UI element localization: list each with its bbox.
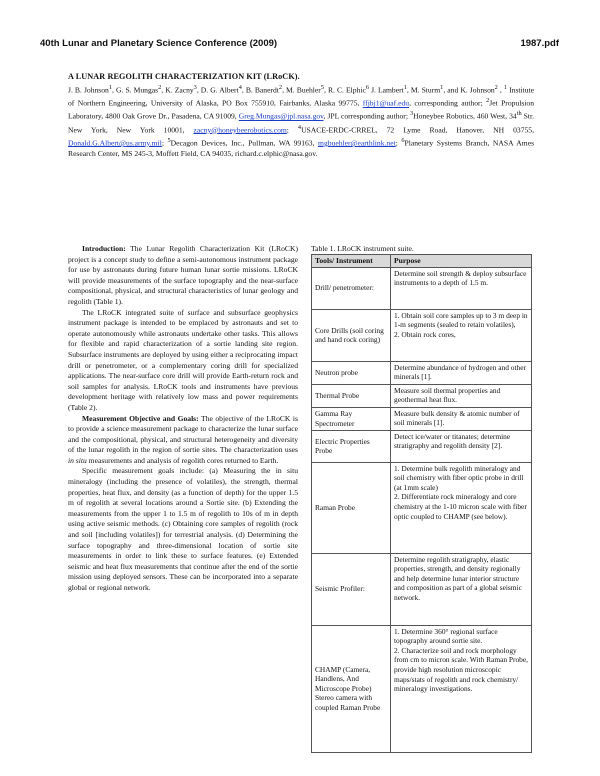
intro-paragraph: Introduction: The Lunar Regolith Characterization Kit (LRoCK) project is a concept study to define a semi-autonomous instrument package for use by astronauts during future human lunar sortie missions. LRoCK will provide measurements of the surface topography and the near-surface compositional, physical, and structural characteristics of lunar geology and regolith (Table 1).: [68, 244, 298, 306]
left-column: [68, 244, 298, 594]
table-row: [312, 625, 532, 752]
purpose-cell: Determine regolith stratigraphy, elastic properties, strength, and density regionally and help determine lunar interior structure and composition as part of a global seismic network.: [391, 553, 532, 625]
email-link-1[interactable]: ffjbj1@uaf.edu: [362, 98, 410, 108]
page-id: 1987.pdf: [520, 38, 559, 49]
email-link-4[interactable]: Donald.G.Albert@us.army.mil: [68, 138, 162, 148]
goals-paragraph: Measurement Objective and Goals: The objective of the LRoCK is to provide a science measurement package to characterize the lunar surface and the compositional, physical, and structural heterogeneity and diversity of the lunar regolith in the region of sortie sites. The characterization uses in situ measurements and analysis of regolith cores returned to Earth.: [68, 413, 298, 465]
tool-cell: Core Drills (soil coring and hand rock coring): [312, 309, 391, 361]
table-caption: Table 1. LRoCK instrument suite.: [311, 244, 414, 253]
goals-heading: Measurement Objective and Goals:: [82, 413, 199, 423]
table-row: [312, 309, 532, 361]
tool-cell: Gamma Ray Spectrometer: [312, 407, 391, 430]
tool-cell: CHAMP (Camera, Handlens, And Microscope Probe) Stereo camera with coupled Raman Probe: [312, 625, 391, 752]
tool-cell: Electric Properties Probe: [312, 430, 391, 462]
instrument-table: [311, 254, 532, 753]
paper-title: A LUNAR REGOLITH CHARACTERIZATION KIT (LRoCK).: [68, 72, 300, 81]
email-link-3[interactable]: zacny@honeybeerobotics.com: [193, 125, 287, 135]
purpose-cell: 1. Determine 360° regional surface topography around sortie site. 2. Characterize soil and rock morphology from cm to micron scale. With Raman Probe, provide high resolution microscopic maps/stats of regolith and rock chemistry/ mineralogy investigations.: [391, 625, 532, 752]
tool-cell: Drill/ penetrometer:: [312, 267, 391, 309]
table-row: [312, 384, 532, 407]
header-purpose: Purpose: [391, 255, 532, 268]
purpose-cell: Detect ice/water or titanates; determine stratigraphy and regolith density [2].: [391, 430, 532, 462]
tool-cell: Seismic Profiler:: [312, 553, 391, 625]
tool-cell: Thermal Probe: [312, 384, 391, 407]
table-row: [312, 361, 532, 384]
intro-paragraph-2: The LRoCK integrated suite of surface and subsurface geophysics instrument package is intended to be emplaced by astronauts and set to operate autonomously while astronauts undertake other tasks. This allows for flexible and rapid characterization of a sortie landing site region. Subsurface instruments are deployed by using either a reciprocating impact drill or penetrometer, or a complementary coring drill for specialized applications. The near-surface core drill will provide Earth-return rock and soil samples for analysis. LRoCK tools and instruments have previous development heritage with relatively low mass and power requirements (Table 2).: [68, 307, 298, 412]
header-tool: Tools/ Instrument: [312, 255, 391, 268]
tool-cell: Raman Probe: [312, 462, 391, 553]
email-link-2[interactable]: Greg.Mungas@jpl.nasa.gov: [238, 112, 324, 121]
author-block: J. B. Johnson$^1$, G. S. Mungas$^2$, K. Zacny$^3$, D. G. Albert$^4$, B. Banerdt$^2$, M. Buehler$^5$, R. C. Elphic$^6$ J. Lambert$^1$, M. Sturm$^1$, and K. Johnson$^2$ , $^1$ Institute of Northern Engineering, University of Alaska, PO Box 755910, Fairbanks, Alaska 99775, ffjbj1@uaf.edu, corresponding author; $^2$Jet Propulsion Laboratory, 4800 Oak Grove Dr., Pasadena, CA 91009, Greg.Mungas@jpl.nasa.gov, JPL corresponding author; $^3$Honeybee Robotics, 460 West, 34th Str. New York, New York 10001, zacny@honeybeerobotics.com; $^4$USACE-ERDC-CRREL, 72 Lyme Road, Hanover, NH 03755, Donald.G.Albert@us.army.mil; $^5$Decagon Devices, Inc., Pullman, WA 99163, mgbuehler@earthlink.net; $^6$Planetary Systems Branch, NASA Ames Research Center, MS 245-3, Moffett Field, CA 94035, richard.c.elphic@nasa.gov.: [68, 84, 535, 159]
intro-heading: Introduction:: [82, 244, 126, 253]
purpose-cell: Determine abundance of hydrogen and other minerals [1].: [391, 361, 532, 384]
purpose-cell: 1. Determine bulk regolith mineralogy and soil chemistry with fiber optic probe in drill (at 1mm scale) 2. Differentiate rock mineralogy and core chemistry at the 1-10 micron scale with fiber optic coupled to CHAMP (see below).: [391, 462, 532, 553]
goals-paragraph-2: Specific measurement goals include: (a) Measuring the in situ mineralogy (including the presence of volatiles), the strength, thermal properties, heat flux, and density (as a function of depth) for the upper 1.5 m of regolith at several locations around a Sortie site. (b) Extending the measurements from the upper 1 to 1.5 m of regolith to 10s of m in depth using active seismic methods. (c) Obtaining core samples of regolith (rock and soil [including volatiles]) for terrestrial analysis. (d) Determining the surface topography and three-dimensional location of sortie site measurements in order to link these to surface features. (e) Extended seismic and heat flux measurements that continue after the end of the sortie mission using deployed sensors. These can be incorporated into a separate global or regional network.: [68, 466, 298, 592]
table-row: [312, 462, 532, 553]
purpose-cell: Determine soil strength & deploy subsurface instruments to a depth of 1.5 m.: [391, 267, 532, 309]
table-row: [312, 553, 532, 625]
table-row: [312, 407, 532, 430]
purpose-cell: 1. Obtain soil core samples up to 3 m deep in 1-m segments (sealed to retain volatiles), 2. Obtain rock cores,: [391, 309, 532, 361]
table-row: [312, 430, 532, 462]
purpose-cell: Measure soil thermal properties and geothermal heat flux.: [391, 384, 532, 407]
email-link-5[interactable]: mgbuehler@earthlink.net: [318, 138, 396, 148]
table-row: [312, 267, 532, 309]
conference-header: 40th Lunar and Planetary Science Conference (2009): [40, 38, 278, 49]
tool-cell: Neutron probe: [312, 361, 391, 384]
purpose-cell: Measure bulk density & atomic number of soil minerals [1].: [391, 407, 532, 430]
